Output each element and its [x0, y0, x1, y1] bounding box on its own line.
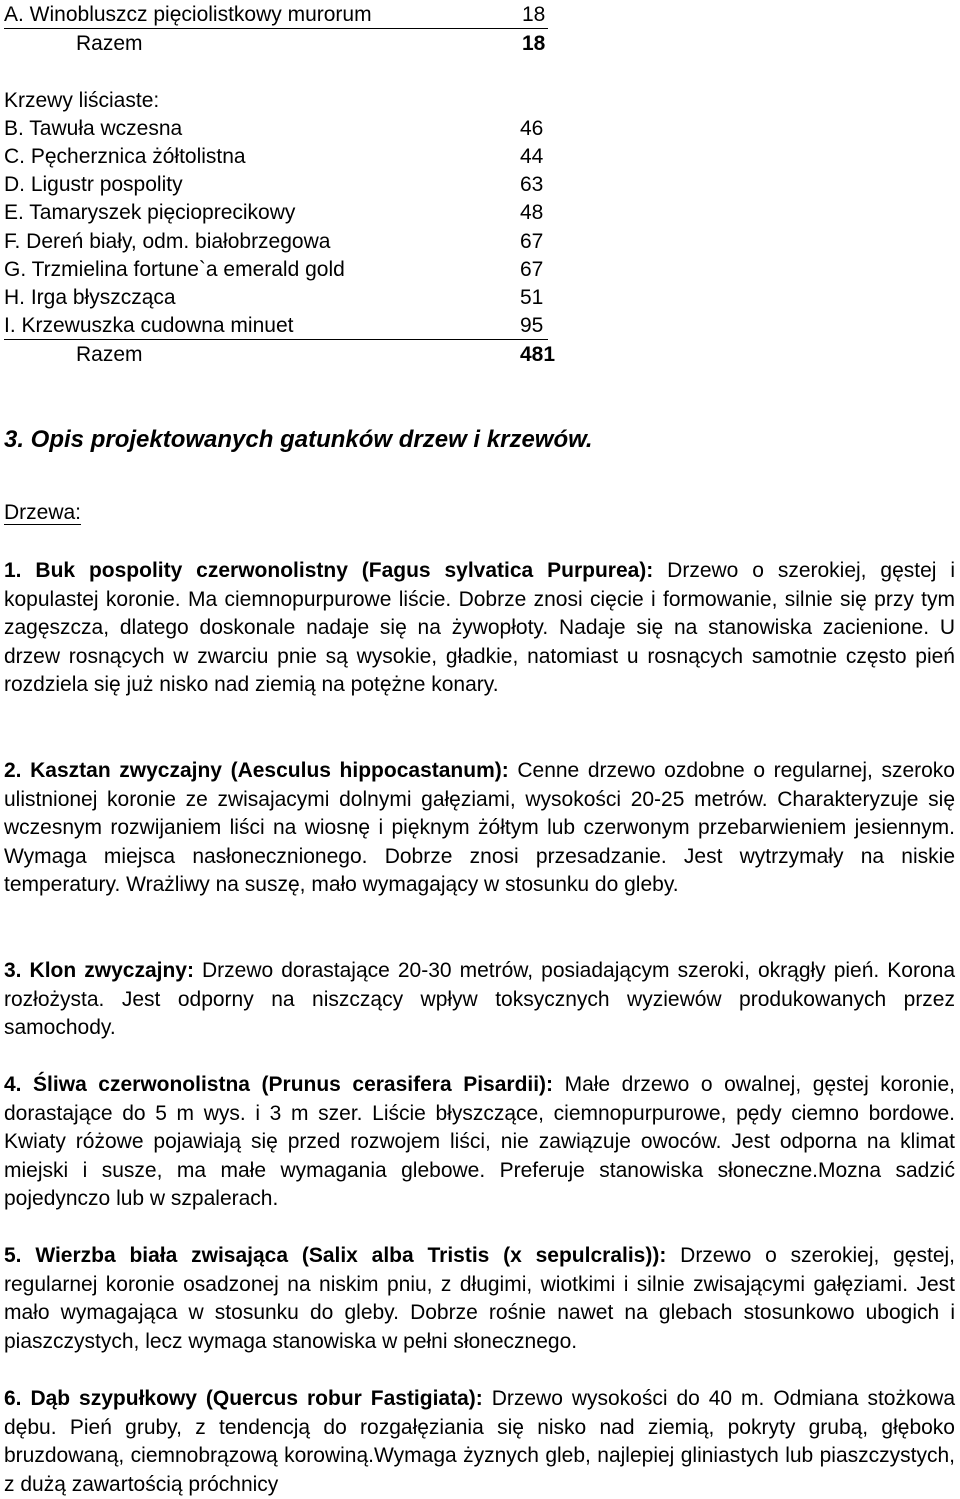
paragraph-text: Drzewo wysokości do 40 m. Odmiana stożkowa dębu. Pień gruby, z tendencją do rozgałęziania się nisko nad ziemią, pokryty grubą, głęboko bruzdowaną, ciemnobrązową korowiną.Wymaga żyznych gleb, najlepiej gliniastych lub piaszczystych, z dużą zawartością próchnicy: [4, 1387, 955, 1496]
item-label: D. Ligustr pospolity: [4, 173, 183, 196]
subheading-text: Drzewa:: [4, 501, 82, 524]
paragraph-6: [4, 1385, 955, 1499]
paragraph-1: [4, 557, 955, 700]
paragraph-text: Drzewo dorastające 20-30 metrów, posiadającym szeroki, okrągły pień. Korona rozłożysta. Jest odporny na niszczący wpływ toksycznych wyziewów produkowanych przez samochody.: [4, 959, 956, 1040]
total-row: [4, 342, 564, 368]
list-item: [4, 144, 548, 170]
item-label: C. Pęcherznica żółtolistna: [4, 145, 246, 168]
paragraph-title: 5. Wierzba biała zwisająca (Salix alba Tristis (x sepulcralis)):: [4, 1244, 667, 1267]
shrubs-title-text: Krzewy liściaste:: [4, 89, 160, 112]
paragraph-5: [4, 1242, 955, 1356]
item-value: 67: [520, 258, 544, 281]
paragraph-title: 3. Klon zwyczajny:: [4, 959, 194, 982]
item-value: 51: [520, 286, 544, 309]
total-value: 481: [520, 343, 556, 366]
item-value: 48: [520, 201, 544, 224]
total-label: Razem: [76, 343, 143, 366]
paragraph-title: 6. Dąb szypułkowy (Quercus robur Fastigiata):: [4, 1387, 483, 1410]
list-item: [4, 172, 548, 198]
paragraph-title: 2. Kasztan zwyczajny (Aesculus hippocastanum):: [4, 759, 509, 782]
paragraph-text: Drzewo o szerokiej, gęstej, regularnej koronie osadzonej na niskim pniu, z długimi, wiotkimi i silnie zwisającymi gałęziami. Jest mało wymagająca w stosunku do gleby. Dobrze rośnie nawet na glebach stosunkowo ubogich i piaszczystych, lecz wymaga stanowiska w pełni słonecznego.: [4, 1244, 955, 1353]
subheading: [4, 500, 81, 526]
total-value: 18: [522, 32, 546, 55]
row-label: A. Winobluszcz pięciolistkowy murorum: [4, 3, 372, 26]
total-label: Razem: [76, 32, 143, 55]
paragraph-4: [4, 1071, 955, 1214]
paragraph-title: 4. Śliwa czerwonolistna (Prunus cerasifera Pisardii):: [4, 1073, 554, 1096]
item-label: E. Tamaryszek pięcioprecikowy: [4, 201, 296, 224]
item-label: I. Krzewuszka cudowna minuet: [4, 314, 294, 337]
section-heading: 3. Opis projektowanych gatunków drzew i krzewów.: [4, 426, 593, 453]
paragraph-2: [4, 757, 955, 900]
item-value: 46: [520, 117, 544, 140]
list-item: [4, 116, 548, 142]
list-item: [4, 200, 548, 226]
total-row: [4, 31, 548, 57]
item-value: 95: [520, 314, 544, 337]
item-value: 63: [520, 173, 544, 196]
paragraph-title: 1. Buk pospolity czerwonolistny (Fagus sylvatica Purpurea):: [4, 559, 654, 582]
paragraph-3: [4, 957, 955, 1043]
paragraph-text: Cenne drzewo ozdobne o regularnej, szeroko ulistnionej koronie ze zwisajacymi dolnymi gałęziami, wysokości 20-25 metrów. Charakteryzuje się wczesnym rozwijaniem liści na wiosnę i pięknym żółtym lub czerwonym przebarwieniem jesiennym. Wymaga miejsca nasłonecznionego. Dobrze znosi przesadzanie. Jest wytrzymały na niskie temperatury. Wrażliwy na suszę, mało wymagający w stosunku do gleby.: [4, 759, 955, 897]
list-item: [4, 257, 548, 283]
list-item: [4, 229, 548, 255]
list-item: [4, 313, 548, 340]
row-value: 18: [522, 3, 546, 26]
item-label: G. Trzmielina fortune`a emerald gold: [4, 258, 345, 281]
item-label: B. Tawuła wczesna: [4, 117, 183, 140]
item-label: F. Dereń biały, odm. białobrzegowa: [4, 230, 331, 253]
item-value: 67: [520, 230, 544, 253]
item-value: 44: [520, 145, 544, 168]
paragraph-text: Małe drzewo o owalnej, gęstej koronie, dorastające do 5 m wys. i 3 m szer. Liście błyszczące, ciemnopurpurowe, pędy ciemno bordowe. Kwiaty różowe pojawiają się przed rozwojem liści, nie zawiązuje owoców. Jest odporna na klimat miejski i susze, ma małe wymagania glebowe. Preferuje stanowiska słoneczne.Mozna sadzić pojedynczo lub w szpalerach.: [4, 1073, 955, 1211]
table-row: [4, 2, 548, 29]
paragraph-text: Drzewo o szerokiej, gęstej i kopulastej koronie. Ma ciemnopurpurowe liście. Dobrze znosi cięcie i formowanie, silnie się przy tym zagęszcza, dlatego doskonale nadaje się na żywopłoty. Nadaje się na stanowiska zacienione. U drzew rosnących w zwarciu pnie są wysokie, gładkie, natomiast u rosnących samotnie często pień rozdziela się już nisko nad ziemią na potężne konary.: [4, 559, 955, 697]
list-item: [4, 285, 548, 311]
item-label: H. Irga błyszcząca: [4, 286, 176, 309]
